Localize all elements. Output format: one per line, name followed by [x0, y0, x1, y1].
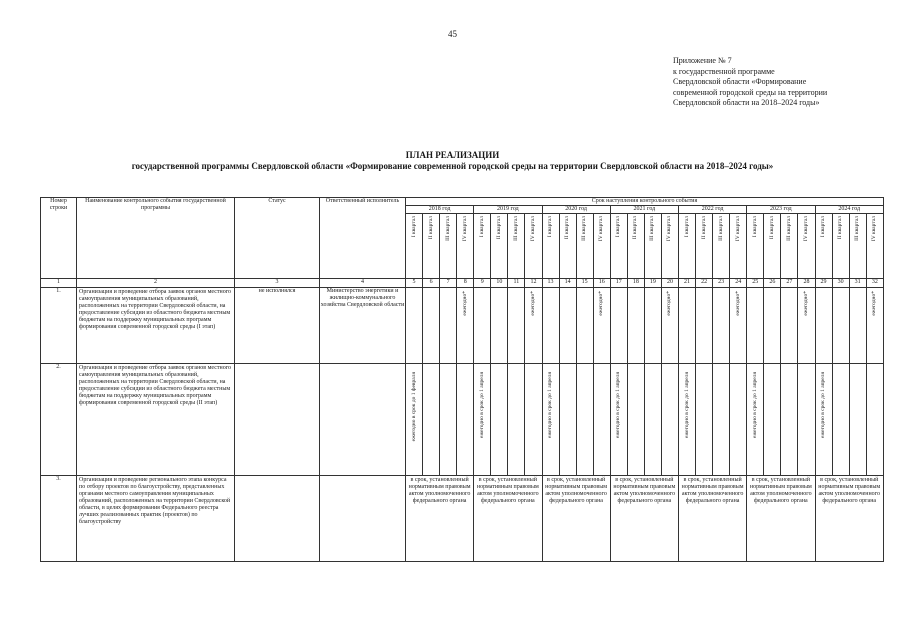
- appendix-line: современной городской среды на территории: [673, 87, 828, 97]
- status-cell: [235, 476, 320, 562]
- quarter-header: [525, 214, 542, 279]
- quarter-cell: [644, 288, 661, 364]
- quarter-cell: [593, 364, 610, 476]
- annotation: ежегодно*: [871, 291, 878, 316]
- quarter-label: IV квартал: [802, 216, 809, 242]
- column-number: 24: [730, 279, 747, 288]
- year-header: 2019 год: [474, 206, 542, 214]
- annotation: ежегодно*: [529, 291, 536, 316]
- annotation: ежегодно*: [598, 291, 605, 316]
- annotation: ежегодно в срок до 1 апреля: [478, 372, 485, 438]
- quarter-label: I квартал: [547, 216, 554, 238]
- quarter-cell: [815, 288, 832, 364]
- deadline-cell: в срок, установленный нормативным правовым актом уполномоченного федерального органа: [747, 476, 815, 562]
- quarter-cell: [832, 364, 849, 476]
- quarter-cell: [661, 288, 678, 364]
- quarter-header: [457, 214, 474, 279]
- deadline-cell: в срок, установленный нормативным правовым актом уполномоченного федерального органа: [610, 476, 678, 562]
- column-number: 22: [696, 279, 713, 288]
- table-row: [41, 288, 884, 364]
- quarter-cell: [457, 288, 474, 364]
- quarter-label: IV квартал: [529, 216, 536, 242]
- title-line-2: государственной программы Свердловской области «Формирование современной городской среды на территории Свердловской области на 2018–2024 годы»: [131, 161, 774, 171]
- year-header: 2023 год: [747, 206, 815, 214]
- quarter-cell: [713, 364, 730, 476]
- annotation: ежегодно*: [666, 291, 673, 316]
- column-number: 12: [525, 279, 542, 288]
- quarter-header: [644, 214, 661, 279]
- quarter-cell: [525, 364, 542, 476]
- column-number: 30: [832, 279, 849, 288]
- quarter-cell: [713, 288, 730, 364]
- annotation: ежегодно*: [461, 291, 468, 316]
- quarter-cell: [508, 288, 525, 364]
- table-row: [41, 364, 884, 476]
- appendix-line: к государственной программе: [673, 66, 775, 76]
- annotation: ежегодно в срок до 1 февраля: [410, 372, 417, 442]
- quarter-cell: [525, 288, 542, 364]
- quarter-cell: [406, 364, 423, 476]
- quarter-cell: [423, 288, 440, 364]
- quarter-header: [593, 214, 610, 279]
- document-title: [0, 150, 905, 172]
- quarter-label: III квартал: [581, 216, 588, 241]
- page-number: 45: [448, 29, 457, 39]
- quarter-header: [542, 214, 559, 279]
- column-number: 20: [661, 279, 678, 288]
- quarter-label: II квартал: [564, 216, 571, 240]
- quarter-label: II квартал: [495, 216, 502, 240]
- quarter-cell: [474, 364, 491, 476]
- quarter-cell: [679, 288, 696, 364]
- quarter-label: II квартал: [837, 216, 844, 240]
- appendix-line: Свердловской области «Формирование: [673, 77, 807, 86]
- quarter-cell: [440, 288, 457, 364]
- appendix-note: [673, 56, 898, 109]
- quarter-header: [815, 214, 832, 279]
- deadline-cell: в срок, установленный нормативным правовым актом уполномоченного федерального органа: [406, 476, 474, 562]
- quarter-cell: [866, 288, 883, 364]
- quarter-label: IV квартал: [666, 216, 673, 242]
- header-deadline: Срок наступления контрольного события: [406, 198, 884, 206]
- column-number: 29: [815, 279, 832, 288]
- quarter-header: [508, 214, 525, 279]
- year-header: 2024 год: [815, 206, 884, 214]
- quarter-header: [696, 214, 713, 279]
- quarter-header: [627, 214, 644, 279]
- column-number: 13: [542, 279, 559, 288]
- quarter-cell: [627, 364, 644, 476]
- quarter-label: II квартал: [700, 216, 707, 240]
- quarter-cell: [781, 288, 798, 364]
- quarter-label: III квартал: [512, 216, 519, 241]
- quarter-header: [713, 214, 730, 279]
- quarter-label: II квартал: [632, 216, 639, 240]
- header-responsible: Ответственный исполнитель: [320, 198, 406, 279]
- annotation: ежегодно*: [802, 291, 809, 316]
- year-header: 2020 год: [542, 206, 610, 214]
- status-cell: не исполнялся: [235, 288, 320, 364]
- column-number: 14: [559, 279, 576, 288]
- column-number: 28: [798, 279, 815, 288]
- quarter-cell: [559, 364, 576, 476]
- quarter-header: [730, 214, 747, 279]
- column-number: 25: [747, 279, 764, 288]
- quarter-cell: [747, 288, 764, 364]
- quarter-label: IV квартал: [734, 216, 741, 242]
- column-number: 32: [866, 279, 883, 288]
- deadline-cell: в срок, установленный нормативным правовым актом уполномоченного федерального органа: [474, 476, 542, 562]
- annotation: ежегодно*: [734, 291, 741, 316]
- column-number: 11: [508, 279, 525, 288]
- appendix-line: Свердловской области на 2018–2024 годы»: [673, 98, 820, 107]
- quarter-cell: [559, 288, 576, 364]
- quarter-label: II квартал: [768, 216, 775, 240]
- quarter-cell: [747, 364, 764, 476]
- column-number: 23: [713, 279, 730, 288]
- quarter-cell: [730, 288, 747, 364]
- quarter-cell: [696, 288, 713, 364]
- column-number: 10: [491, 279, 508, 288]
- quarter-cell: [576, 288, 593, 364]
- quarter-cell: [576, 364, 593, 476]
- quarter-cell: [815, 364, 832, 476]
- column-number: 21: [679, 279, 696, 288]
- quarter-cell: [696, 364, 713, 476]
- annotation: ежегодно в срок до 1 апреля: [615, 372, 622, 438]
- quarter-header: [610, 214, 627, 279]
- quarter-cell: [542, 288, 559, 364]
- quarter-cell: [627, 288, 644, 364]
- quarter-cell: [457, 364, 474, 476]
- quarter-header: [423, 214, 440, 279]
- quarter-cell: [610, 288, 627, 364]
- responsible-cell: [320, 476, 406, 562]
- quarter-cell: [423, 364, 440, 476]
- quarter-cell: [798, 288, 815, 364]
- quarter-header: [832, 214, 849, 279]
- quarter-label: IV квартал: [598, 216, 605, 242]
- quarter-label: III квартал: [649, 216, 656, 241]
- quarter-label: I квартал: [683, 216, 690, 238]
- column-number: 18: [627, 279, 644, 288]
- quarter-header: [440, 214, 457, 279]
- implementation-plan-table: [40, 197, 884, 562]
- quarter-header: [764, 214, 781, 279]
- status-cell: [235, 364, 320, 476]
- column-number: 8: [457, 279, 474, 288]
- quarter-cell: [474, 288, 491, 364]
- quarter-header: [474, 214, 491, 279]
- annotation: ежегодно в срок до 1 апреля: [683, 372, 690, 438]
- quarter-cell: [764, 288, 781, 364]
- quarter-header: [781, 214, 798, 279]
- header-number: Номер строки: [41, 198, 77, 279]
- header-row-1: [41, 198, 884, 206]
- column-number: 1: [41, 279, 77, 288]
- quarter-cell: [610, 364, 627, 476]
- row-number: 2.: [41, 364, 77, 476]
- event-name: Организация и проведение отбора заявок органов местного самоуправления муниципальных образований, расположенных на территории Свердловской области, на предоставление субсидии из областного бюджета местным бюджетам на поддержку муниципальных программ формирования современной городской среды (II этап): [77, 364, 235, 476]
- quarter-cell: [542, 364, 559, 476]
- quarter-label: III квартал: [785, 216, 792, 241]
- table-row: [41, 476, 884, 562]
- annotation: ежегодно в срок до 1 апреля: [820, 372, 827, 438]
- quarter-cell: [764, 364, 781, 476]
- year-header: 2021 год: [610, 206, 678, 214]
- column-number: 7: [440, 279, 457, 288]
- column-number: 16: [593, 279, 610, 288]
- quarter-header: [576, 214, 593, 279]
- quarter-label: III квартал: [444, 216, 451, 241]
- appendix-line: Приложение № 7: [673, 56, 732, 65]
- column-numbers-row: [41, 279, 884, 288]
- quarter-cell: [781, 364, 798, 476]
- quarter-cell: [491, 364, 508, 476]
- quarter-cell: [644, 364, 661, 476]
- title-line-1: ПЛАН РЕАЛИЗАЦИИ: [405, 150, 500, 160]
- year-header: 2018 год: [406, 206, 474, 214]
- quarter-label: I квартал: [615, 216, 622, 238]
- quarter-cell: [661, 364, 678, 476]
- quarter-header: [491, 214, 508, 279]
- quarter-cell: [593, 288, 610, 364]
- quarter-cell: [849, 364, 866, 476]
- row-number: 1.: [41, 288, 77, 364]
- quarter-header: [798, 214, 815, 279]
- column-number: 17: [610, 279, 627, 288]
- quarter-cell: [866, 364, 883, 476]
- deadline-cell: в срок, установленный нормативным правовым актом уполномоченного федерального органа: [679, 476, 747, 562]
- quarter-label: IV квартал: [461, 216, 468, 242]
- row-number: 3.: [41, 476, 77, 562]
- quarter-header: [679, 214, 696, 279]
- quarter-header: [559, 214, 576, 279]
- quarter-label: I квартал: [410, 216, 417, 238]
- quarter-header: [406, 214, 423, 279]
- column-number: 15: [576, 279, 593, 288]
- annotation: ежегодно в срок до 1 апреля: [547, 372, 554, 438]
- column-number: 5: [406, 279, 423, 288]
- annotation: ежегодно в срок до 1 апреля: [751, 372, 758, 438]
- quarter-cell: [849, 288, 866, 364]
- year-header: 2022 год: [679, 206, 747, 214]
- column-number: 4: [320, 279, 406, 288]
- column-number: 19: [644, 279, 661, 288]
- quarter-cell: [406, 288, 423, 364]
- quarter-header: [849, 214, 866, 279]
- quarter-cell: [679, 364, 696, 476]
- quarter-label: II квартал: [427, 216, 434, 240]
- quarter-cell: [730, 364, 747, 476]
- quarter-header: [866, 214, 883, 279]
- column-number: 3: [235, 279, 320, 288]
- quarter-cell: [440, 364, 457, 476]
- event-name: Организация и проведение отбора заявок органов местного самоуправления муниципальных образований, расположенных на территории Свердловской области, на предоставление субсидии из областного бюджета местным бюджетам на поддержку муниципальных программ формирования современной городской среды (I этап): [77, 288, 235, 364]
- quarter-label: III квартал: [854, 216, 861, 241]
- quarter-label: I квартал: [751, 216, 758, 238]
- quarter-label: I квартал: [820, 216, 827, 238]
- quarter-cell: [508, 364, 525, 476]
- quarter-label: IV квартал: [871, 216, 878, 242]
- column-number: 26: [764, 279, 781, 288]
- deadline-cell: в срок, установленный нормативным правовым актом уполномоченного федерального органа: [815, 476, 884, 562]
- quarter-cell: [491, 288, 508, 364]
- header-event: Наименование контрольного события государственной программы: [77, 198, 235, 279]
- event-name: Организация и проведение регионального этапа конкурса по отбору проектов по благоустройству, представленных органами местного самоуправления муниципальных образований, расположенных на территории Свердловской области, в целях формирования Федерального реестра лучших реализованных практик (проектов) по благоустройству: [77, 476, 235, 562]
- deadline-cell: в срок, установленный нормативным правовым актом уполномоченного федерального органа: [542, 476, 610, 562]
- quarter-label: I квартал: [478, 216, 485, 238]
- quarter-header: [747, 214, 764, 279]
- responsible-cell: Министерство энергетики и жилищно-коммунального хозяйства Свердловской области: [320, 288, 406, 364]
- header-status: Статус: [235, 198, 320, 279]
- quarter-cell: [832, 288, 849, 364]
- quarter-header: [661, 214, 678, 279]
- column-number: 9: [474, 279, 491, 288]
- responsible-cell: [320, 364, 406, 476]
- quarter-label: III квартал: [717, 216, 724, 241]
- column-number: 31: [849, 279, 866, 288]
- column-number: 27: [781, 279, 798, 288]
- column-number: 2: [77, 279, 235, 288]
- quarter-cell: [798, 364, 815, 476]
- column-number: 6: [423, 279, 440, 288]
